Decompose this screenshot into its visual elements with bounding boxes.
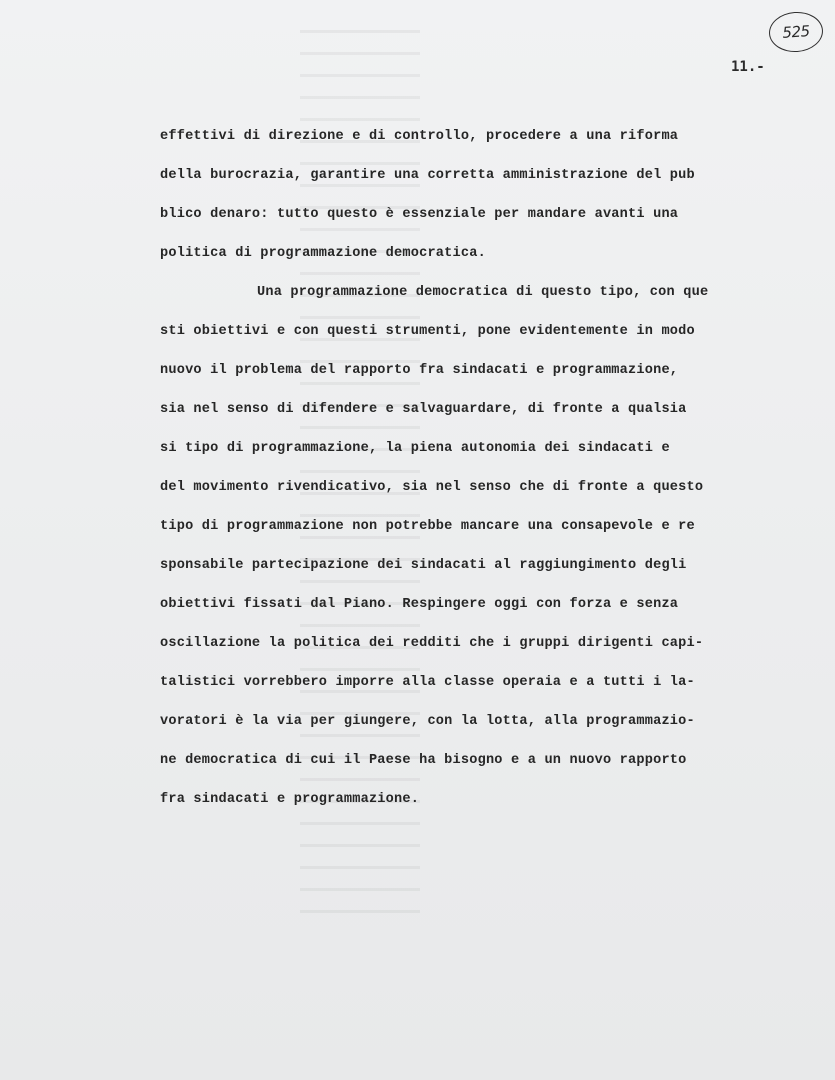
text-line: blico denaro: tutto questo è essenziale per mandare avanti una	[160, 207, 679, 222]
text-line: voratori è la via per giungere, con la lotta, alla programmazio-	[160, 714, 695, 729]
text-line: della burocrazia, garantire una corretta amministrazione del pub	[160, 168, 695, 183]
text-line: talistici vorrebbero imporre alla classe operaia e a tutti i la-	[160, 675, 695, 690]
text-line: obiettivi fissati dal Piano. Respingere oggi con forza e senza	[160, 597, 679, 612]
text-line: Una programmazione democratica di questo tipo, con que	[257, 285, 709, 300]
text-line: tipo di programmazione non potrebbe mancare una consapevole e re	[160, 519, 695, 534]
text-line: fra sindacati e programmazione.	[160, 792, 420, 807]
text-line: oscillazione la politica dei redditi che i gruppi dirigenti capi-	[160, 636, 704, 651]
text-line: nuovo il problema del rapporto fra sindacati e programmazione,	[160, 363, 679, 378]
text-line: sponsabile partecipazione dei sindacati al raggiungimento degli	[160, 558, 687, 573]
page-number: 11.-	[731, 59, 765, 75]
text-line: ne democratica di cui il Paese ha bisogno e a un nuovo rapporto	[160, 753, 687, 768]
text-line: si tipo di programmazione, la piena autonomia dei sindacati e	[160, 441, 670, 456]
text-line: del movimento rivendicativo, sia nel senso che di fronte a questo	[160, 480, 704, 495]
text-line: sti obiettivi e con questi strumenti, pone evidentemente in modo	[160, 324, 695, 339]
text-line: politica di programmazione democratica.	[160, 246, 486, 261]
text-line: sia nel senso di difendere e salvaguardare, di fronte a qualsia	[160, 402, 687, 417]
archive-stamp	[768, 10, 825, 54]
text-line: effettivi di direzione e di controllo, procedere a una riforma	[160, 129, 679, 144]
archive-stamp-number: 525	[781, 22, 811, 42]
